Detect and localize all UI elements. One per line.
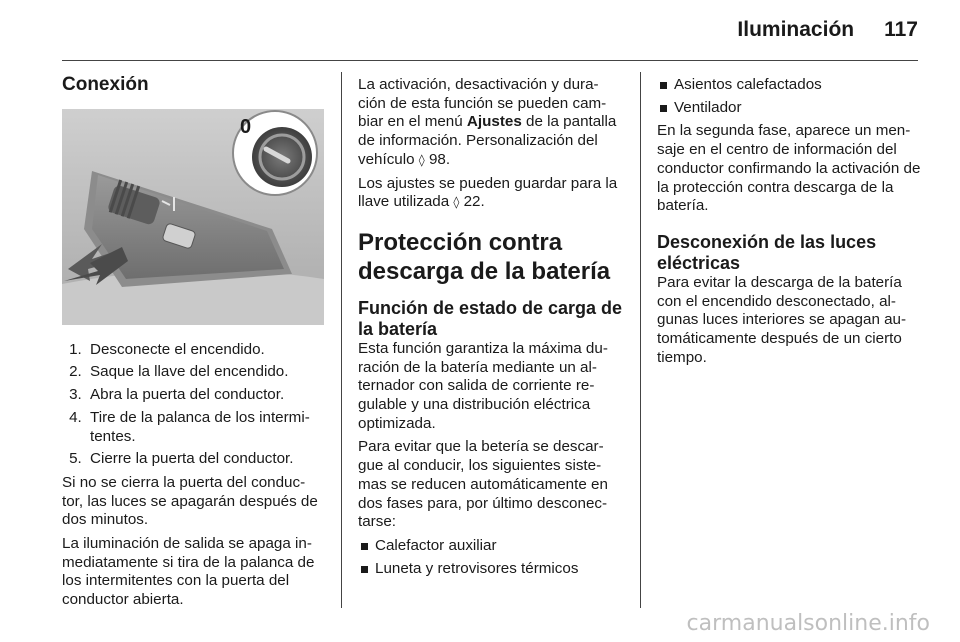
column-1 <box>62 76 324 615</box>
list-item <box>358 537 624 556</box>
page-ref-icon: ◊ <box>453 195 460 210</box>
step-item: 4. Tire de la palanca de los intermi-tentes. <box>86 409 324 446</box>
section-heading-conexion: Conexión <box>62 74 149 95</box>
turn-signal-lever-figure <box>62 109 324 325</box>
column-2 <box>358 76 624 583</box>
watermark: carmanualsonline.info <box>686 611 930 636</box>
dial-position-label: 0 <box>240 115 252 138</box>
square-bullet-icon <box>361 566 368 573</box>
paragraph: La iluminación de salida se apaga in-mediatamente si tira de la palanca de los intermitentes con la puerta del conductor abierta. <box>62 535 315 609</box>
page-ref: 98. <box>428 150 451 168</box>
paragraph: En la segunda fase, aparece un men-saje en el centro de información del conductor confirmando la activación de la protección contra descarga de la batería. <box>657 122 921 215</box>
list-item <box>657 76 921 95</box>
subheading-charge-state: Función de estado de carga de la batería <box>358 297 623 339</box>
section-heading-battery-protection: Protección contra descarga de la batería <box>358 228 611 285</box>
text-run: La activación, desactivación y dura-ción de esta función se pueden cam-biar en el menú <box>358 76 607 131</box>
square-bullet-icon <box>361 543 368 550</box>
list-item-text: Luneta y retrovisores térmicos <box>375 559 579 577</box>
column-divider-1 <box>341 72 342 608</box>
column-divider-2 <box>640 72 641 608</box>
list-item-text: Ventilador <box>674 98 742 116</box>
subheading-lights-off: Desconexión de las luces eléctricas <box>657 231 877 273</box>
systems-list <box>358 537 624 578</box>
step-item: 5. Cierre la puerta del conductor. <box>86 450 324 469</box>
page-ref: 22. <box>463 193 485 211</box>
step-item: 1. Desconecte el encendido. <box>86 341 324 360</box>
page-ref-icon: ◊ <box>418 152 425 167</box>
step-item: 3. Abra la puerta del conductor. <box>86 386 324 405</box>
text-run: Los ajustes se pueden guardar para la llave utilizada <box>358 174 618 211</box>
step-item: 2. Saque la llave del encendido. <box>86 363 324 382</box>
column-3 <box>657 76 921 372</box>
list-item <box>358 560 624 579</box>
paragraph: Si no se cierra la puerta del conduc-tor, las luces se apagarán después de dos minutos. <box>62 473 318 529</box>
square-bullet-icon <box>660 82 667 89</box>
steps-list <box>62 341 324 469</box>
lever-illustration <box>62 109 324 325</box>
paragraph-settings <box>358 76 624 170</box>
running-title: Iluminación <box>737 18 855 41</box>
paragraph-keys <box>358 175 624 212</box>
paragraph: Para evitar que la betería se descar-gue al conducir, los siguientes siste-mas se reducen automáticamente en dos fases para, por último desconec-tarse: <box>358 438 608 531</box>
page-number: 117 <box>884 18 918 41</box>
header-rule <box>62 60 918 61</box>
list-item-text: Calefactor auxiliar <box>375 536 497 554</box>
page-header <box>737 18 918 42</box>
paragraph: Esta función garantiza la máxima du-ración de la batería mediante un al-ternador con salida de corriente re-gulable y una distribución eléctrica optimizada. <box>358 339 608 432</box>
menu-name-ajustes: Ajustes <box>466 113 522 131</box>
systems-list-continued <box>657 76 921 117</box>
text-run: de la pantalla de información. Personalización del vehículo <box>358 113 617 168</box>
square-bullet-icon <box>660 105 667 112</box>
list-item <box>657 99 921 118</box>
paragraph: Para evitar la descarga de la batería con el encendido desconectado, al-gunas luces interiores se apagan au-tomáticamente después de un cierto tiempo. <box>657 273 907 366</box>
list-item-text: Asientos calefactados <box>674 76 822 93</box>
